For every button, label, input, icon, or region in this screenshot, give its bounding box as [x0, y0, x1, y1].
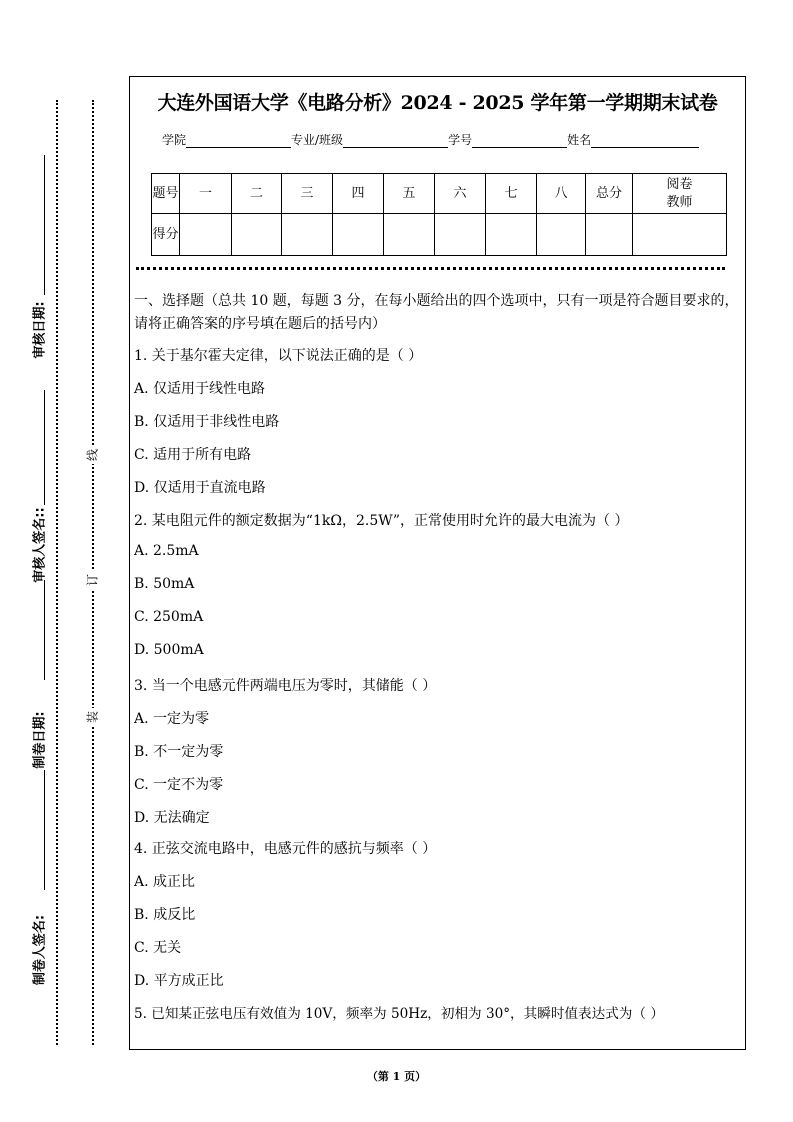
question-4-option-c: C. 无关 — [134, 940, 182, 956]
score-cell[interactable] — [232, 214, 282, 256]
reviewer-sign-label: 审核人签名:: — [32, 507, 48, 583]
score-cell[interactable] — [486, 214, 537, 256]
score-cell[interactable] — [282, 214, 333, 256]
question-2-option-b: B. 50mA — [134, 576, 195, 592]
question-3-option-d: D. 无法确定 — [134, 810, 210, 826]
score-table-row1-label: 题号 — [152, 174, 180, 214]
question-1-option-c: C. 适用于所有电路 — [134, 447, 252, 463]
score-col-4: 四 — [333, 174, 384, 214]
score-cell-grader[interactable] — [633, 214, 727, 256]
question-4-option-d: D. 平方成正比 — [134, 973, 224, 989]
maker-date-label: 制卷日期: — [32, 711, 48, 769]
score-table-header-row — [152, 174, 727, 214]
score-col-7: 七 — [486, 174, 537, 214]
score-table-row2-label: 得分 — [152, 214, 180, 256]
score-col-3: 三 — [282, 174, 333, 214]
field-college-label: 学院 — [162, 133, 187, 147]
score-cell[interactable] — [435, 214, 486, 256]
question-5: 5. 已知某正弦电压有效值为 10V，频率为 50Hz，初相为 30°，其瞬时值表达式为（ ） — [134, 1006, 664, 1022]
maker-sign-underline — [44, 580, 45, 680]
field-name-label: 姓名 — [567, 133, 592, 147]
outer-dotted-line — [56, 100, 58, 1045]
score-cell[interactable] — [384, 214, 435, 256]
dotted-separator — [136, 267, 725, 270]
field-college-blank[interactable] — [186, 134, 291, 148]
reviewer-sign-underline — [44, 390, 45, 505]
field-major-label: 专业/班级 — [291, 133, 344, 147]
student-info-row — [162, 131, 722, 148]
section-intro: 一、选择题（总共 10 题，每题 3 分，在每小题给出的四个选项中，只有一项是符合题目要求的，请将正确答案的序号填在题后的括号内） — [134, 293, 739, 332]
score-table-score-row — [152, 214, 727, 256]
question-2: 2. 某电阻元件的额定数据为“1kΩ，2.5W”，正常使用时允许的最大电流为（ ） — [134, 513, 629, 529]
question-4-option-b: B. 成反比 — [134, 907, 196, 923]
binding-seal-char: 装 — [84, 708, 101, 726]
score-col-2: 二 — [232, 174, 282, 214]
score-cell[interactable] — [333, 214, 384, 256]
reviewer-date-label: 审核日期: — [32, 301, 48, 359]
reviewer-date-underline — [44, 155, 45, 295]
question-1-option-d: D. 仅适用于直流电路 — [134, 480, 266, 496]
binding-staple-char: 订 — [84, 571, 101, 589]
maker-date-underline — [44, 770, 45, 890]
score-table — [151, 173, 727, 256]
score-col-5: 五 — [384, 174, 435, 214]
field-id-blank[interactable] — [472, 134, 567, 148]
score-col-6: 六 — [435, 174, 486, 214]
question-3-option-a: A. 一定为零 — [134, 711, 210, 727]
question-2-option-c: C. 250mA — [134, 609, 204, 625]
field-name-blank[interactable] — [591, 134, 699, 148]
binding-line-char: 线 — [84, 446, 101, 464]
score-cell-total[interactable] — [586, 214, 633, 256]
question-1-option-b: B. 仅适用于非线性电路 — [134, 414, 280, 430]
question-3-option-b: B. 不一定为零 — [134, 744, 224, 760]
score-col-grader: 阅卷教师 — [633, 174, 727, 214]
page-footer: （第 1 页） — [366, 1070, 427, 1083]
question-1: 1. 关于基尔霍夫定律，以下说法正确的是（ ） — [134, 348, 423, 364]
score-col-total: 总分 — [586, 174, 633, 214]
score-col-8: 八 — [537, 174, 586, 214]
question-2-option-a: A. 2.5mA — [134, 543, 199, 559]
field-major-blank[interactable] — [343, 134, 448, 148]
question-4: 4. 正弦交流电路中，电感元件的感抗与频率（ ） — [134, 841, 437, 857]
question-4-option-a: A. 成正比 — [134, 874, 196, 890]
binding-sidebar — [0, 0, 128, 1122]
question-3: 3. 当一个电感元件两端电压为零时，其储能（ ） — [134, 678, 437, 694]
score-cell[interactable] — [180, 214, 232, 256]
question-2-option-d: D. 500mA — [134, 642, 204, 658]
question-1-option-a: A. 仅适用于线性电路 — [134, 381, 266, 397]
score-col-1: 一 — [180, 174, 232, 214]
field-id-label: 学号 — [448, 133, 473, 147]
exam-title: 大连外国语大学《电路分析》2024 - 2025 学年第一学期期末试卷 — [157, 92, 718, 114]
question-3-option-c: C. 一定不为零 — [134, 777, 224, 793]
maker-sign-label: 制卷人签名: — [32, 914, 48, 986]
score-cell[interactable] — [537, 214, 586, 256]
